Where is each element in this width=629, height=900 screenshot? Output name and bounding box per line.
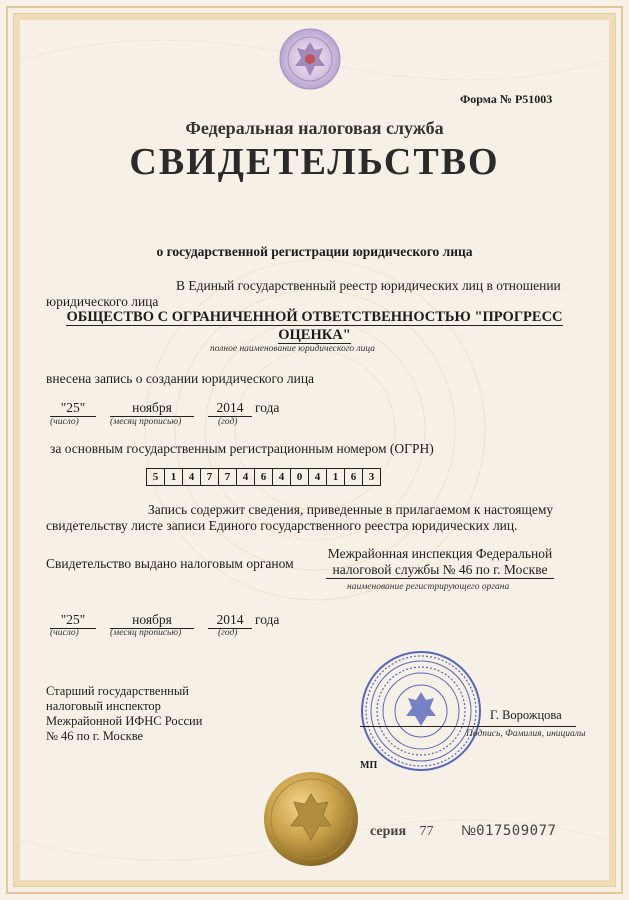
company-name-line1: ОБЩЕСТВО С ОГРАНИЧЕННОЙ ОТВЕТСТВЕННОСТЬЮ "ПРОГРЕСС — [66, 309, 563, 325]
company-name — [40, 308, 589, 344]
record-text-line2: свидетельству листе записи Единого государственного реестра юридических лиц. — [46, 518, 518, 533]
official-title-line2: налоговый инспектор — [46, 699, 161, 713]
date1-year-word: года — [255, 400, 280, 415]
form-number: Форма № Р51003 — [460, 92, 553, 106]
ogrn-digit: 5 — [147, 469, 165, 485]
ogrn-digit: 4 — [273, 469, 291, 485]
gold-seal-icon — [262, 770, 360, 868]
ogrn-digit: 4 — [183, 469, 201, 485]
signer-name: Г. Ворожцова — [490, 708, 562, 722]
date2-day-caption: (число) — [50, 628, 79, 638]
date1-day-caption: (число) — [50, 417, 79, 427]
date1-year-caption: (год) — [218, 417, 238, 427]
official-title-line1: Старший государственный — [46, 684, 189, 698]
certificate-number: 017509077 — [476, 823, 557, 839]
authority-line1: Межрайонная инспекция Федеральной — [327, 546, 553, 561]
ogrn-digit: 6 — [255, 469, 273, 485]
date2-month: ноября — [110, 612, 194, 629]
caption-full-name: полное наименование юридического лица — [210, 344, 376, 354]
authority-line2: налоговой службы № 46 по г. Москве — [326, 562, 553, 579]
ogrn-digit: 7 — [201, 469, 219, 485]
ogrn-digit: 1 — [165, 469, 183, 485]
caption-signature: Подпись, Фамилия, инициалы — [466, 729, 586, 739]
series-value: 77 — [419, 824, 434, 839]
issued-by-label: Свидетельство выдано налоговым органом — [46, 556, 294, 571]
ogrn-digit: 0 — [291, 469, 309, 485]
caption-authority: наименование регистрирующего органа — [347, 582, 510, 592]
ogrn-number — [146, 468, 381, 486]
document-title: СВИДЕТЕЛЬСТВО — [129, 141, 500, 183]
series-label: серия — [370, 824, 407, 839]
record-text-line1: Запись содержит сведения, приведенные в прилагаемом к настоящему — [148, 502, 554, 517]
company-name-line2: ОЦЕНКА" — [278, 327, 351, 343]
ogrn-digit: 1 — [327, 469, 345, 485]
ogrn-digit: 6 — [345, 469, 363, 485]
ogrn-digit: 7 — [219, 469, 237, 485]
registering-authority — [300, 546, 580, 579]
ogrn-digit: 4 — [309, 469, 327, 485]
ogrn-digit: 3 — [368, 471, 375, 483]
date1-month-caption: (месяц прописью) — [110, 417, 182, 427]
date1-year: 2014 — [208, 400, 252, 417]
date2-year: 2014 — [208, 612, 252, 629]
date1-month: ноября — [110, 400, 194, 417]
date2-year-caption: (год) — [218, 628, 238, 638]
ogrn-digit: 4 — [237, 469, 255, 485]
blue-round-stamp-icon — [360, 650, 482, 772]
certificate-series — [370, 822, 556, 840]
number-sign: № — [461, 822, 477, 838]
official-title-line4: № 46 по г. Москве — [46, 729, 144, 743]
date1-day: "25" — [50, 400, 96, 417]
date2-day: "25" — [50, 612, 96, 629]
stamp-place-mark: МП — [360, 760, 378, 771]
official-title — [46, 684, 202, 744]
date2-month-caption: (месяц прописью) — [110, 628, 182, 638]
official-title-line3: Межрайонной ИФНС России — [46, 714, 203, 728]
date2-year-word: года — [255, 612, 280, 627]
document-subtitle: о государственной регистрации юридического лица — [156, 244, 473, 259]
entry-text: внесена запись о создании юридического лица — [46, 371, 315, 386]
signature-line — [360, 726, 576, 727]
hologram-emblem-icon — [279, 28, 341, 90]
intro-text-line2: юридического лица — [46, 294, 159, 309]
ogrn-label: за основным государственным регистрационным номером (ОГРН) — [50, 441, 434, 456]
agency-name: Федеральная налоговая служба — [185, 118, 444, 138]
intro-text-line1: В Единый государственный реестр юридических лиц в отношении — [176, 278, 561, 293]
